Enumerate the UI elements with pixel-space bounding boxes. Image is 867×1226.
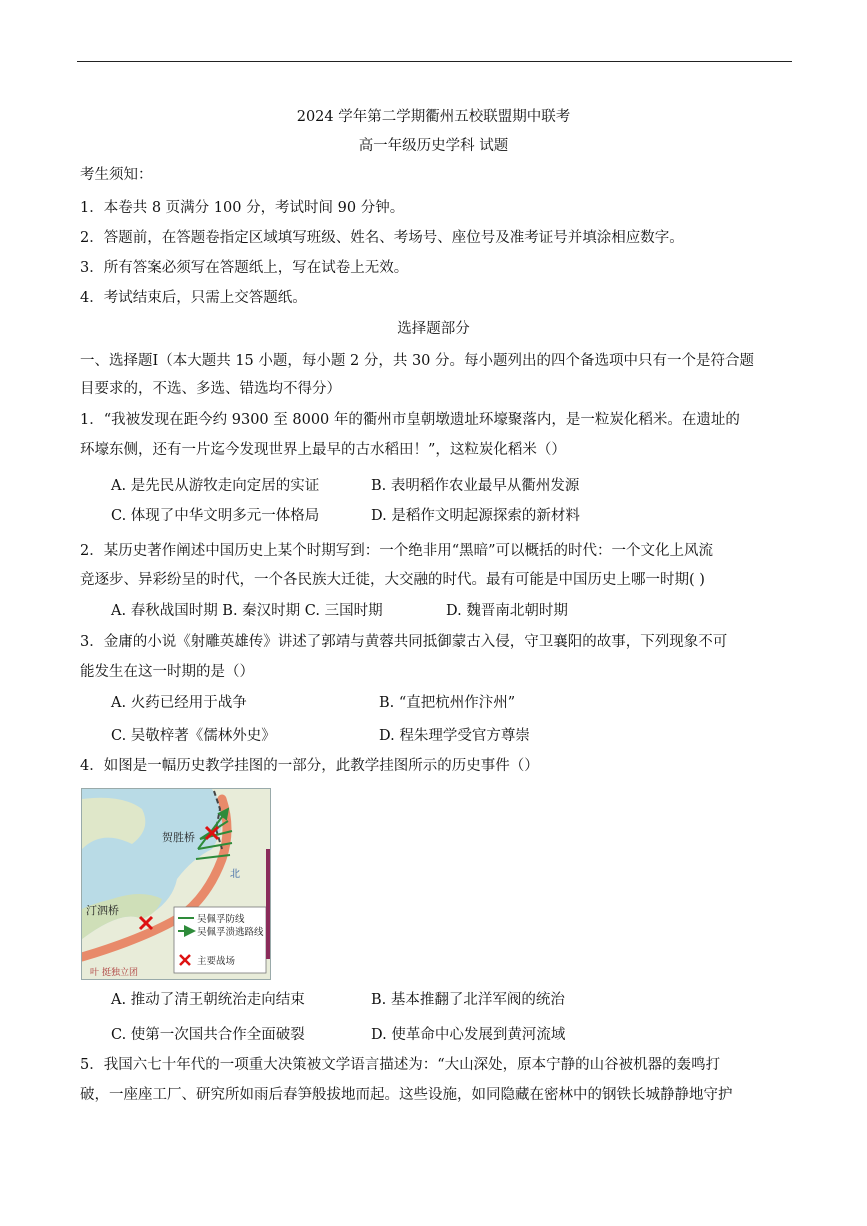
label-route: 挺独立团 (102, 967, 139, 977)
q1-option-b: B. 表明稻作农业最早从衢州发源 (371, 478, 580, 494)
q5-stem-line1: 5．我国六七十年代的一项重大决策被文学语言描述为：“大山深处，原本宁静的山谷被机器的轰鸣打 (80, 1057, 721, 1073)
q5-stem-line2: 破，一座座工厂、研究所如雨后春笋般拔地而起。这些设施，如同隐藏在密林中的钢铁长城静静地守护 (80, 1087, 733, 1103)
q3-stem-line2: 能发生在这一时期的是（） (80, 664, 254, 680)
notice-item-4: 4．考试结束后，只需上交答题纸。 (80, 290, 307, 306)
q4-option-b: B. 基本推翻了北洋军阀的统治 (371, 992, 565, 1008)
section-title: 选择题部分 (397, 321, 470, 337)
q3-option-c: C. 吴敬梓著《儒林外史》 (111, 728, 276, 744)
top-rule (77, 61, 792, 62)
q4-option-a: A. 推动了清王朝统治走向结束 (111, 992, 305, 1008)
q2-options-abc: A. 春秋战国时期 B. 秦汉时期 C. 三国时期 (111, 603, 383, 619)
legend-battle-label: 主要战场 (197, 956, 236, 967)
exam-title: 2024 学年第二学期衢州五校联盟期中联考 (296, 109, 571, 125)
q1-option-a: A. 是先民从游牧走向定居的实证 (111, 478, 320, 494)
label-ye: 叶 (90, 967, 100, 977)
exam-subtitle: 高一年级历史学科 试题 (358, 138, 509, 154)
q1-option-c: C. 体现了中华文明多元一体格局 (111, 508, 320, 524)
section-intro-line1: 一、选择题Ⅰ（本大题共 15 小题，每小题 2 分，共 30 分。每小题列出的四个备选项中只有一个是符合题 (80, 353, 755, 369)
q2-stem-line1: 2．某历史著作阐述中国历史上某个时期写到：一个绝非用“黑暗”可以概括的时代：一个文化上风流 (80, 543, 714, 559)
section-intro-line2: 目要求的，不选、多选、错选均不得分） (80, 381, 341, 397)
notice-item-1: 1．本卷共 8 页满分 100 分，考试时间 90 分钟。 (80, 200, 405, 216)
q1-stem-line1: 1．“我被发现在距今约 9300 至 8000 年的衢州市皇朝墩遗址环壕聚落内，是一粒炭化稻米。在遗址的 (80, 412, 740, 428)
q2-stem-line2: 竞逐步、异彩纷呈的时代，一个各民族大迁徙，大交融的时代。最有可能是中国历史上哪一时期( ) (80, 572, 705, 588)
q3-option-a: A. 火药已经用于战争 (111, 695, 247, 711)
legend-retreat-label: 吴佩孚溃逃路线 (197, 927, 264, 938)
q3-option-d: D. 程朱理学受官方尊崇 (379, 728, 530, 744)
label-hesheng: 贺胜桥 (162, 832, 195, 844)
q2-option-d: D. 魏晋南北朝时期 (446, 603, 568, 619)
label-tingsi: 汀泗桥 (86, 905, 119, 917)
legend-defense-label: 吴佩孚防线 (197, 914, 245, 925)
q4-option-d: D. 使革命中心发展到黄河流域 (371, 1027, 566, 1043)
notice-heading: 考生须知： (80, 167, 153, 183)
q1-option-d: D. 是稻作文明起源探索的新材料 (371, 508, 580, 524)
q1-stem-line2: 环壕东侧，还有一片迄今发现世界上最早的古水稻田！”，这粒炭化稻米（） (80, 442, 566, 458)
q3-stem-line1: 3．金庸的小说《射雕英雄传》讲述了郭靖与黄蓉共同抵御蒙古入侵，守卫襄阳的故事，下列现象不可 (80, 634, 728, 650)
notice-item-3: 3．所有答案必须写在答题纸上，写在试卷上无效。 (80, 260, 409, 276)
label-north: 北 (230, 869, 240, 880)
map-edge-strip (266, 849, 270, 959)
q4-option-c: C. 使第一次国共合作全面破裂 (111, 1027, 305, 1043)
northern-expedition-map (81, 788, 271, 980)
notice-item-2: 2．答题前，在答题卷指定区域填写班级、姓名、考场号、座位号及准考证号并填涂相应数字。 (80, 230, 684, 246)
q3-option-b: B. “直把杭州作汴州” (379, 695, 516, 711)
q4-stem: 4．如图是一幅历史教学挂图的一部分，此教学挂图所示的历史事件（） (80, 758, 539, 774)
